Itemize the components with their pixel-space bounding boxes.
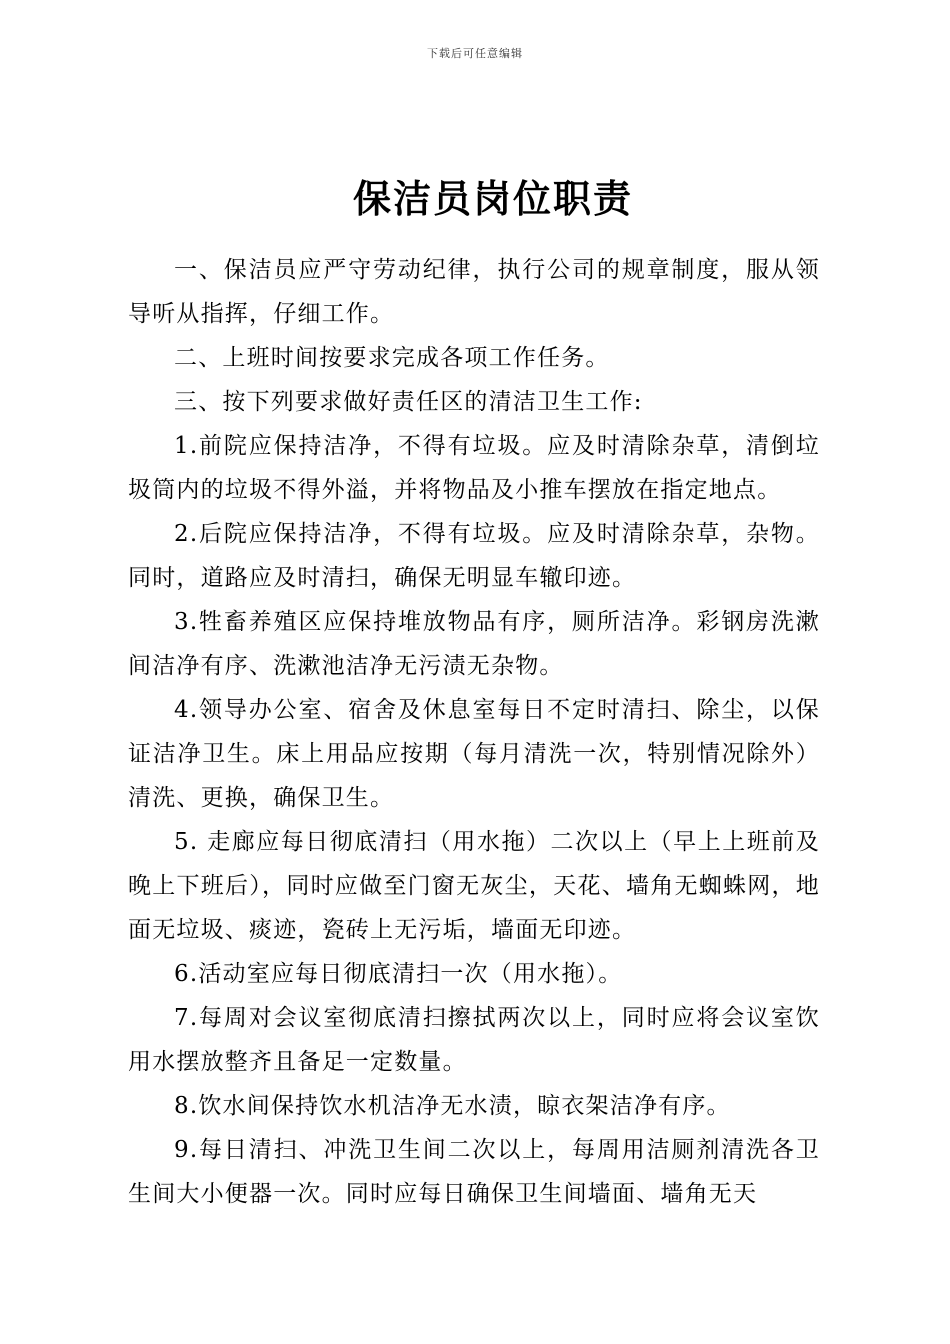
paragraph-2: 二、上班时间按要求完成各项工作任务。 (174, 345, 610, 371)
document-title: 保洁员岗位职责 (352, 176, 633, 221)
paragraph-9: 6.活动室应每日彻底清扫一次（用水拖）。 (174, 961, 623, 987)
document-body (128, 248, 820, 1216)
paragraph-10: 7.每周对会议室彻底清扫擦拭两次以上，同时应将会议室饮用水摆放整齐且备足一定数量。 (128, 1005, 820, 1075)
paragraph-3: 三、按下列要求做好责任区的清洁卫生工作: (174, 389, 643, 415)
paragraph-6: 3.牲畜养殖区应保持堆放物品有序，厕所洁净。彩钢房洗漱间洁净有序、洗漱池洁净无污渍无杂物。 (128, 609, 820, 679)
paragraph-7: 4.领导办公室、宿舍及休息室每日不定时清扫、除尘，以保证洁净卫生。床上用品应按期（每月清洗一次，特别情况除外）清洗、更换，确保卫生。 (128, 697, 820, 811)
paragraph-12: 9.每日清扫、冲洗卫生间二次以上，每周用洁厕剂清洗各卫生间大小便器一次。同时应每日确保卫生间墙面、墙角无天 (128, 1137, 820, 1207)
paragraph-1: 一、保洁员应严守劳动纪律，执行公司的规章制度，服从领导听从指挥，仔细工作。 (128, 257, 820, 327)
paragraph-11: 8.饮水间保持饮水机洁净无水渍，晾衣架洁净有序。 (174, 1093, 731, 1119)
paragraph-4: 1.前院应保持洁净，不得有垃圾。应及时清除杂草，清倒垃圾筒内的垃圾不得外溢，并将物品及小推车摆放在指定地点。 (128, 433, 820, 503)
paragraph-8: 5. 走廊应每日彻底清扫（用水拖）二次以上（早上上班前及晚上下班后），同时应做至门窗无灰尘，天花、墙角无蜘蛛网，地面无垃圾、痰迹，瓷砖上无污垢，墙面无印迹。 (128, 829, 820, 943)
header-note: 下载后可任意编辑 (427, 47, 523, 60)
paragraph-5: 2.后院应保持洁净，不得有垃圾。应及时清除杂草，杂物。同时，道路应及时清扫，确保无明显车辙印迹。 (128, 521, 820, 591)
